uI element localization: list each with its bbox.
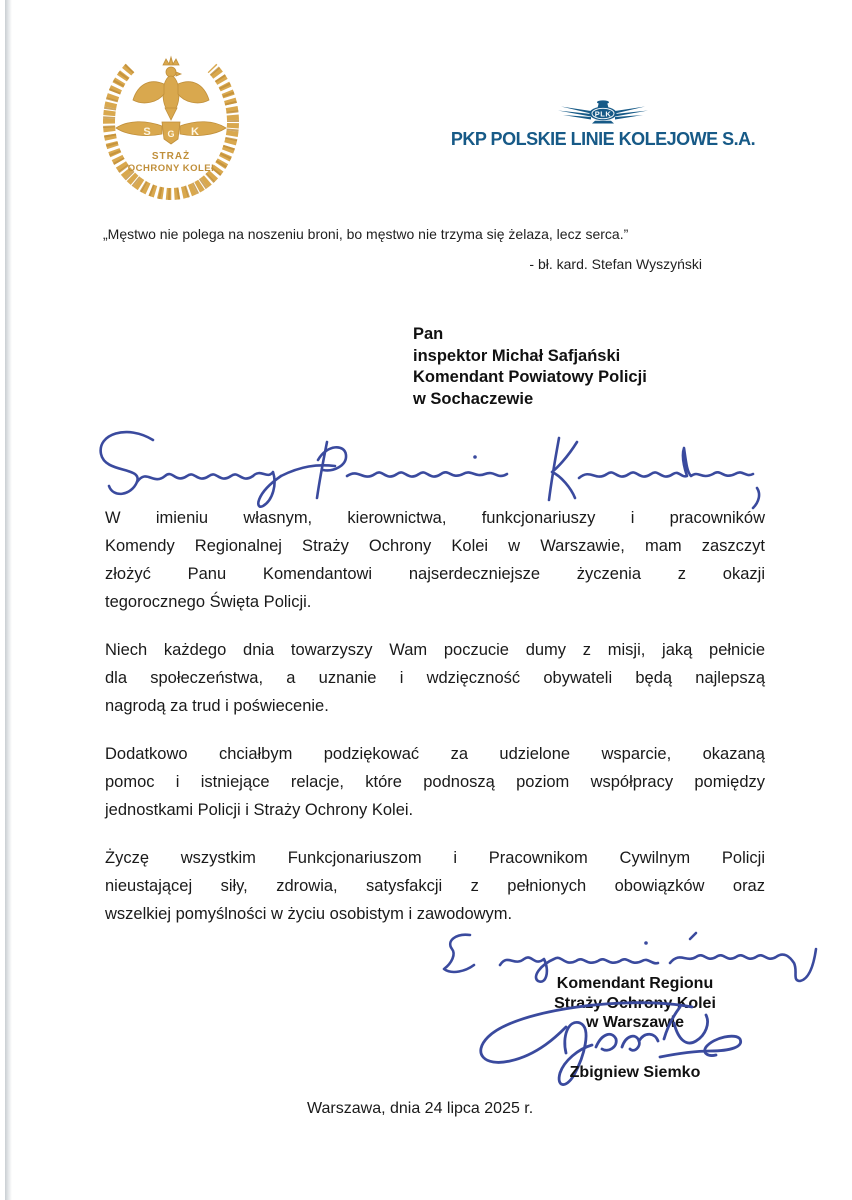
paragraph-line: nieustającej siły, zdrowia, satysfakcji z pełnionych obowiązków oraz — [105, 877, 765, 895]
badge-letter-s: S — [143, 126, 151, 138]
pkp-company-name: PKP POLSKIE LINIE KOLEJOWE S.A. — [450, 129, 756, 149]
sok-caption-line2: OCHRONY KOLEI — [127, 163, 215, 174]
sok-wreath-eagle-icon — [100, 50, 242, 212]
plk-emblem-text: PLK — [594, 109, 612, 119]
paragraph — [105, 844, 765, 928]
paragraph-line: złożyć Panu Komendantowi najserdeczniejsze życzenia z okazji — [105, 565, 765, 583]
eagle-left-wing-icon — [133, 82, 164, 103]
dateline: Warszawa, dnia 24 lipca 2025 r. — [307, 1100, 534, 1117]
paragraph-line: Komendy Regionalnej Straży Ochrony Kolei w Warszawie, mam zaszczyt — [105, 537, 765, 555]
badge-letter-g: G — [167, 129, 175, 139]
paragraph — [105, 740, 765, 824]
eagle-head-icon — [166, 67, 176, 77]
pkp-winged-wheel-icon — [555, 100, 651, 126]
paragraph-line: wszelkiej pomyślności w życiu osobistym i zawodowym. — [105, 905, 513, 923]
signature-title-line: Komendant Regionu — [556, 975, 714, 992]
paragraph-line: Dodatkowo chciałbym podziękować za udzielone wsparcie, okazaną — [105, 745, 765, 763]
letter-body — [105, 504, 765, 948]
pkp-logo — [448, 100, 758, 150]
addressee-line: Pan — [413, 325, 444, 343]
motto-quote: „Męstwo nie polega na noszeniu broni, bo męstwo nie trzyma się żelaza, lecz serca.” — [103, 226, 629, 242]
paragraph-line: W imieniu własnym, kierownictwa, funkcjonariuszy i pracowników — [105, 509, 765, 527]
badge-letter-k: K — [191, 126, 199, 138]
eagle-tail-icon — [165, 108, 177, 120]
addressee-line: Komendant Powiatowy Policji — [413, 368, 647, 386]
eagle-beak-icon — [176, 72, 181, 76]
signature-title-line: Straży Ochrony Kolei — [554, 994, 716, 1012]
addressee-line: inspektor Michał Safjański — [413, 346, 621, 365]
paragraph-line: jednostkami Policji i Straży Ochrony Kolei. — [105, 801, 414, 819]
signature-name: Zbigniew Siemko — [569, 1064, 701, 1081]
paragraph-line: Życzę wszystkim Funkcjonariuszom i Pracownikom Cywilnym Policji — [105, 849, 765, 867]
paragraph-line: pomoc i istniejące relacje, które podnoszą poziom współpracy pomiędzy — [105, 773, 765, 791]
signature-title-line: w Warszawie — [585, 1014, 685, 1031]
handwritten-signature — [460, 995, 760, 1100]
paragraph — [105, 504, 765, 616]
addressee-line: w Sochaczewie — [413, 389, 534, 408]
paragraph — [105, 636, 765, 720]
sok-caption-line1: STRAŻ — [151, 151, 191, 162]
eagle-body-icon — [163, 76, 179, 112]
badge-right-wing-icon — [180, 122, 226, 136]
paragraph-line: tegorocznego Święta Policji. — [105, 593, 312, 611]
eagle-right-wing-icon — [178, 82, 209, 103]
paragraph-line: dla społeczeństwa, a uznanie i wdzięczność obywateli będą najlepszą — [105, 669, 765, 687]
paragraph-line: Niech każdego dnia towarzyszy Wam poczucie dumy z misji, jaką pełnicie — [105, 641, 765, 659]
sok-emblem — [100, 50, 242, 212]
scan-edge-artifact — [5, 0, 12, 1200]
addressee-block — [413, 324, 647, 410]
handwritten-greeting — [85, 428, 775, 516]
badge-left-wing-icon — [116, 122, 162, 136]
paragraph-line: nagrodą za trud i poświecenie. — [105, 697, 329, 715]
motto-attribution: - bł. kard. Stefan Wyszyński — [529, 256, 702, 272]
eagle-crown-icon — [163, 57, 179, 65]
